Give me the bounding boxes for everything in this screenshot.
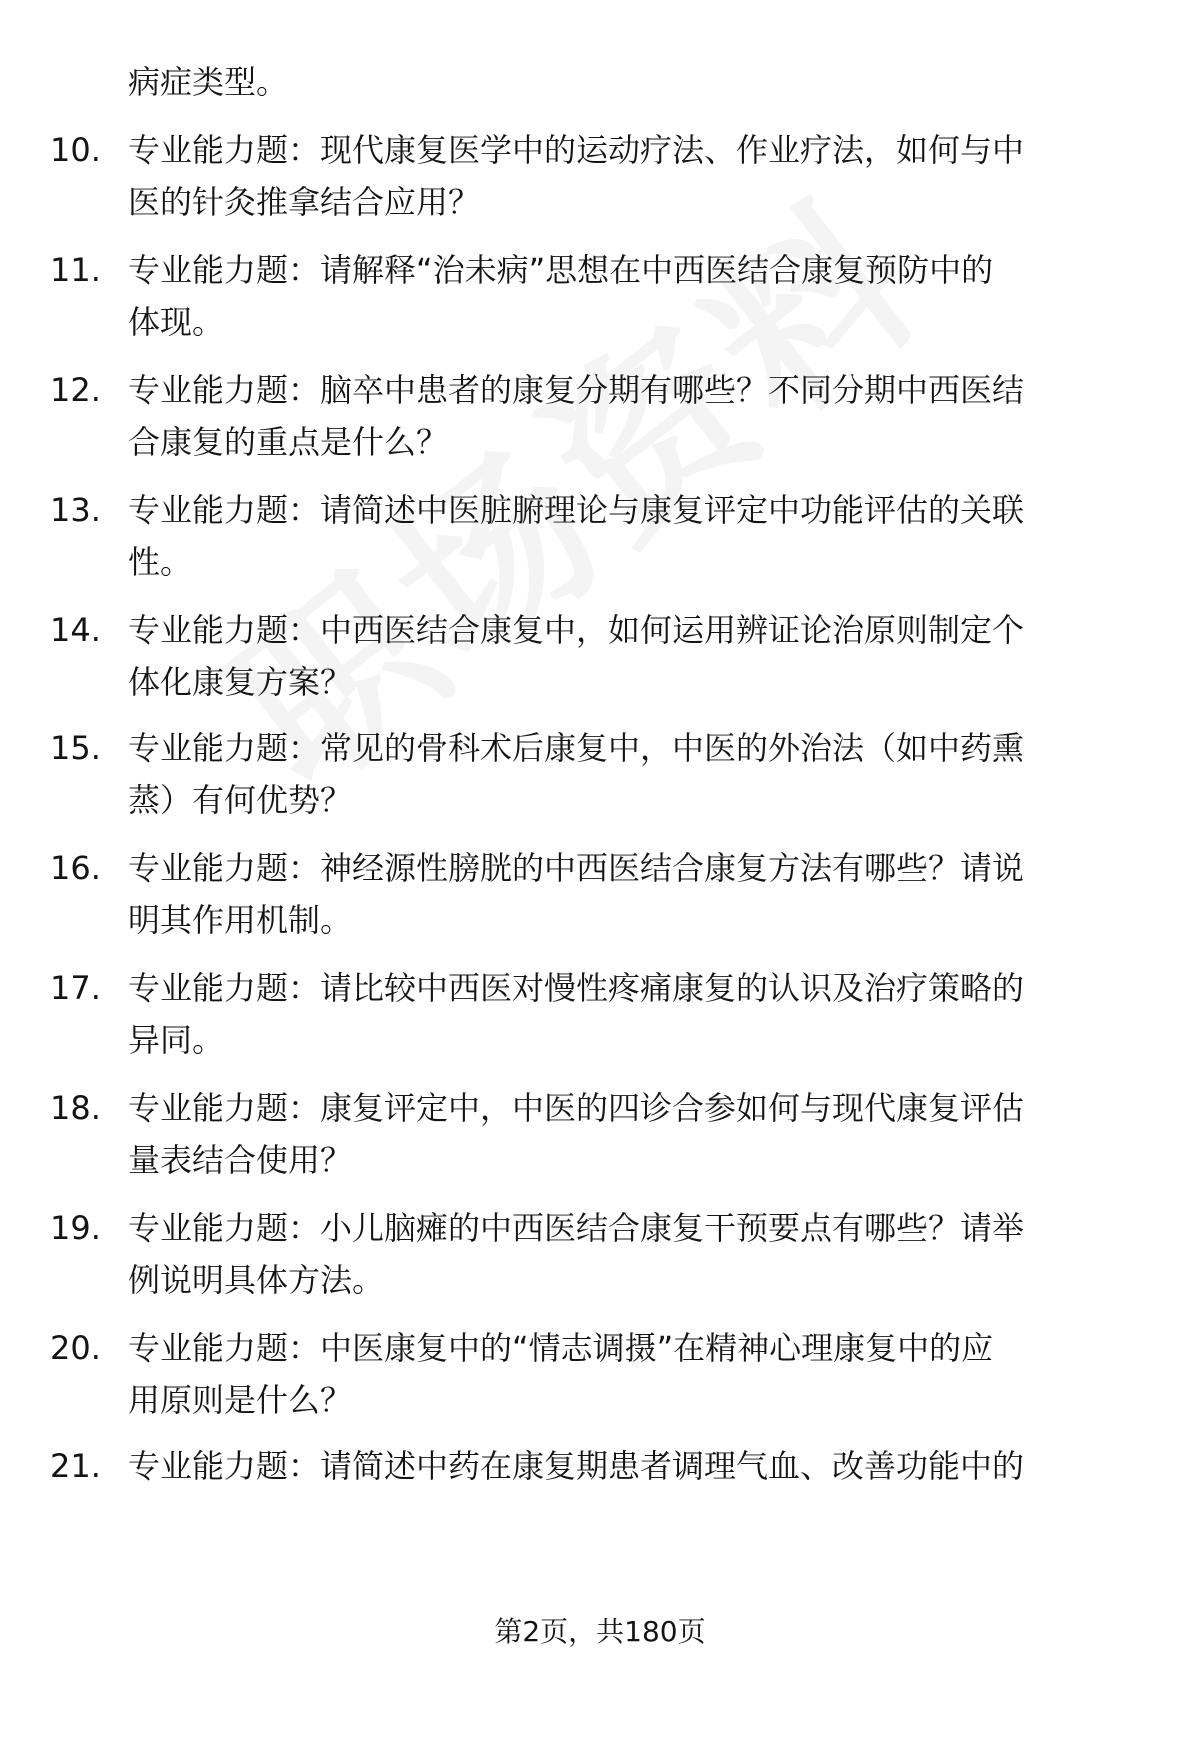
question-number: 14. xyxy=(50,611,101,649)
question-line: 明其作用机制。 xyxy=(128,901,353,939)
question-number: 17. xyxy=(50,969,101,1007)
question-line: 专业能力题：神经源性膀胱的中西医结合康复方法有哪些？请说 xyxy=(128,849,1025,887)
question-number: 18. xyxy=(50,1089,101,1127)
question-line: 专业能力题：小儿脑瘫的中西医结合康复干预要点有哪些？请举 xyxy=(128,1209,1025,1247)
question-number: 12. xyxy=(50,371,101,409)
question-line: 专业能力题：请比较中西医对慢性疼痛康复的认识及治疗策略的 xyxy=(128,969,1025,1007)
question-text xyxy=(128,364,1024,468)
question-line: 医的针灸推拿结合应用？ xyxy=(128,183,481,221)
question-line: 异同。 xyxy=(128,1021,225,1059)
question-line: 体现。 xyxy=(128,303,225,341)
question-line: 专业能力题：常见的骨科术后康复中，中医的外治法（如中药熏 xyxy=(128,729,1025,767)
question-text xyxy=(128,962,1024,1066)
question-text xyxy=(128,842,1024,946)
page-footer: 第2页，共180页 xyxy=(494,1615,706,1648)
question-text xyxy=(128,484,1024,588)
question-line: 专业能力题：中西医结合康复中，如何运用辨证论治原则制定个 xyxy=(128,611,1025,649)
question-text xyxy=(128,1202,1024,1306)
question-line: 专业能力题：中医康复中的“情志调摄”在精神心理康复中的应 xyxy=(128,1329,994,1367)
question-line: 用原则是什么？ xyxy=(128,1381,353,1419)
question-text xyxy=(128,244,993,348)
question-line: 专业能力题：现代康复医学中的运动疗法、作业疗法，如何与中 xyxy=(128,131,1025,169)
question-number: 16. xyxy=(50,849,101,887)
question-number: 11. xyxy=(50,251,101,289)
question-line: 性。 xyxy=(128,543,193,581)
question-text xyxy=(128,1440,1024,1492)
question-line: 专业能力题：请简述中药在康复期患者调理气血、改善功能中的 xyxy=(128,1447,1025,1485)
question-number: 20. xyxy=(50,1329,101,1367)
question-text xyxy=(128,604,1024,708)
question-line: 合康复的重点是什么？ xyxy=(128,423,449,461)
continuation-text: 病症类型。 xyxy=(128,63,289,101)
question-line: 专业能力题：请简述中医脏腑理论与康复评定中功能评估的关联 xyxy=(128,491,1025,529)
question-line: 体化康复方案？ xyxy=(128,663,353,701)
question-number: 13. xyxy=(50,491,101,529)
question-line: 蒸）有何优势？ xyxy=(128,781,353,819)
question-text xyxy=(128,722,1024,826)
question-text xyxy=(128,1322,993,1426)
question-number: 21. xyxy=(50,1447,101,1485)
question-line: 专业能力题：脑卒中患者的康复分期有哪些？不同分期中西医结 xyxy=(128,371,1025,409)
question-number: 15. xyxy=(50,729,101,767)
question-text xyxy=(128,1082,1024,1186)
question-line: 例说明具体方法。 xyxy=(128,1261,385,1299)
question-line: 专业能力题：康复评定中，中医的四诊合参如何与现代康复评估 xyxy=(128,1089,1025,1127)
question-line: 量表结合使用？ xyxy=(128,1141,353,1179)
question-text xyxy=(128,124,1024,228)
question-line: 专业能力题：请解释“治未病”思想在中西医结合康复预防中的 xyxy=(128,251,994,289)
question-number: 10. xyxy=(50,131,101,169)
question-number: 19. xyxy=(50,1209,101,1247)
